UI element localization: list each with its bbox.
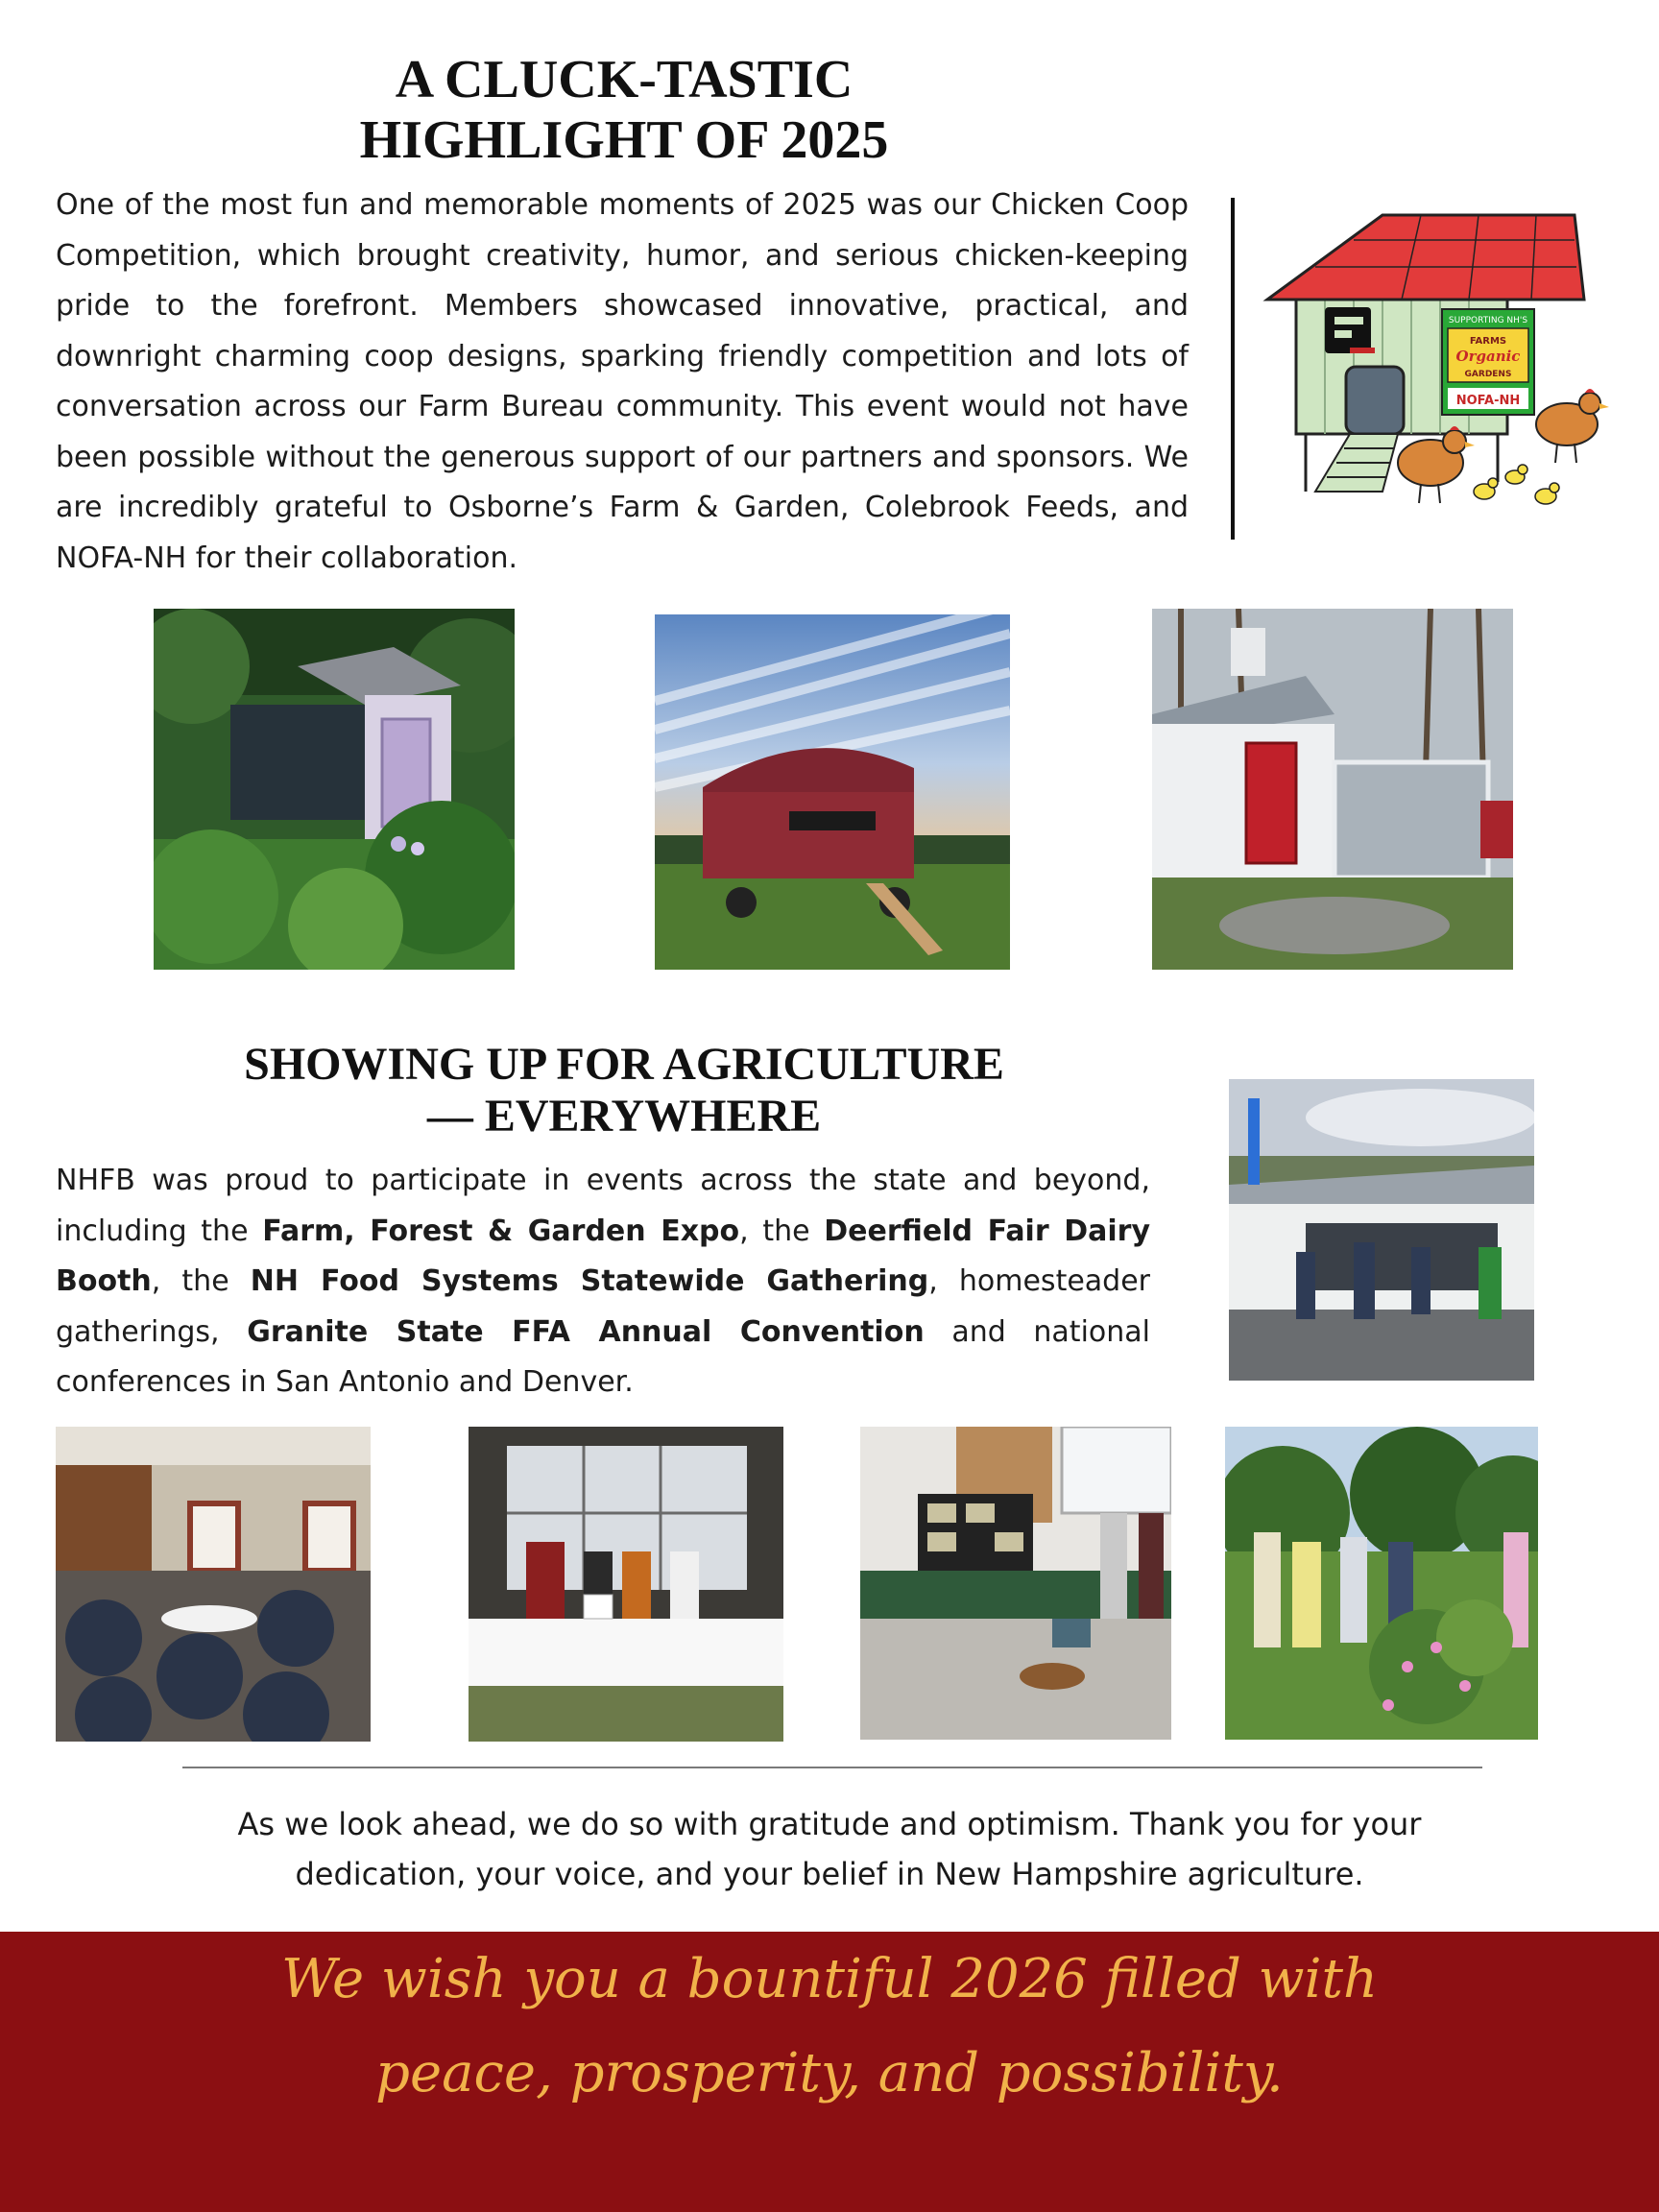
coop-competition-paragraph: One of the most fun and memorable moments of 2025 was our Chicken Coop Competition, which brought creativity, humor, and serious chicken-keeping pride to the forefront. Members showcased innovative, practical, and downright charming coop designs, sparking friendly competition and lots of conversation across our Farm Bureau community. This event would not have been possible without the generous support of our partners and sponsors. We are incredibly grateful to Osborne’s Farm & Garden, Colebrook Feeds, and NOFA-NH for their collaboration. xyxy=(56,188,1189,575)
sign-gardens-text: GARDENS xyxy=(1464,370,1512,379)
event-granite-state-ffa-convention: Granite State FFA Annual Convention xyxy=(247,1314,925,1349)
event-deerfield-fair-dairy-booth: Deerfield Fair Dairy Booth xyxy=(56,1214,1150,1298)
photo-garden-coop xyxy=(154,609,515,970)
event-farm-forest-garden-expo: Farm, Forest & Garden Expo xyxy=(262,1214,740,1248)
closing-line-1: As we look ahead, we do so with gratitude and optimism. Thank you for your xyxy=(237,1806,1422,1842)
events-intro-text: NHFB was proud to participate in events across the state and beyond, including the xyxy=(56,1164,1150,1248)
title-line-1: A CLUCK-TASTIC xyxy=(395,50,854,109)
horizontal-divider xyxy=(182,1767,1482,1768)
events-ending-text: and national conferences in San Antonio and Denver. xyxy=(56,1314,1150,1399)
title-line-1: SHOWING UP FOR AGRICULTURE xyxy=(244,1039,1004,1090)
photo-mobile-coop-sunset xyxy=(655,614,1010,970)
events-separator: , the xyxy=(151,1264,251,1298)
photo-white-coop-red-door xyxy=(1152,609,1513,970)
events-separator: , homesteader gatherings, xyxy=(56,1264,1151,1349)
farm-bureau-logo-icon xyxy=(1325,307,1375,353)
title-line-2: — EVERYWHERE xyxy=(426,1090,822,1142)
hen-icon xyxy=(1398,426,1475,503)
chicken-coop-logo-illustration xyxy=(1258,204,1642,520)
sign-nofa-text: NOFA-NH xyxy=(1455,394,1521,408)
footer-line-2: peace, prosperity, and possibility. xyxy=(375,2042,1284,2104)
events-separator: , the xyxy=(739,1214,825,1248)
sign-top-text: SUPPORTING NH'S xyxy=(1448,316,1528,325)
photo-dairy-booth-crowd xyxy=(1229,1079,1534,1381)
sign-farms-text: FARMS xyxy=(1469,336,1507,347)
photo-ffa-convention-booth xyxy=(860,1427,1171,1740)
footer-line-1: We wish you a bountiful 2026 filled with xyxy=(280,1948,1379,2010)
photo-banquet-hall xyxy=(56,1427,371,1742)
sign-organic-text: Organic xyxy=(1455,348,1521,365)
photo-garden-tour-group xyxy=(1225,1427,1538,1740)
nofa-nh-sign xyxy=(1442,309,1534,415)
footer-wish-text xyxy=(0,1933,1659,2121)
events-paragraph xyxy=(56,1156,1150,1408)
event-nh-food-systems-gathering: NH Food Systems Statewide Gathering xyxy=(250,1264,929,1298)
chick-icon xyxy=(1474,465,1559,504)
closing-message xyxy=(0,1799,1659,1899)
title-line-2: HIGHLIGHT OF 2025 xyxy=(359,109,889,170)
section-title-cluck-tastic xyxy=(211,50,1037,170)
closing-line-2: dedication, your voice, and your belief in New Hampshire agriculture. xyxy=(295,1856,1364,1892)
section-title-showing-up xyxy=(182,1039,1066,1142)
vertical-divider xyxy=(1231,198,1235,540)
photo-booth-table-volunteers xyxy=(469,1427,783,1742)
hen-icon xyxy=(1536,389,1609,463)
